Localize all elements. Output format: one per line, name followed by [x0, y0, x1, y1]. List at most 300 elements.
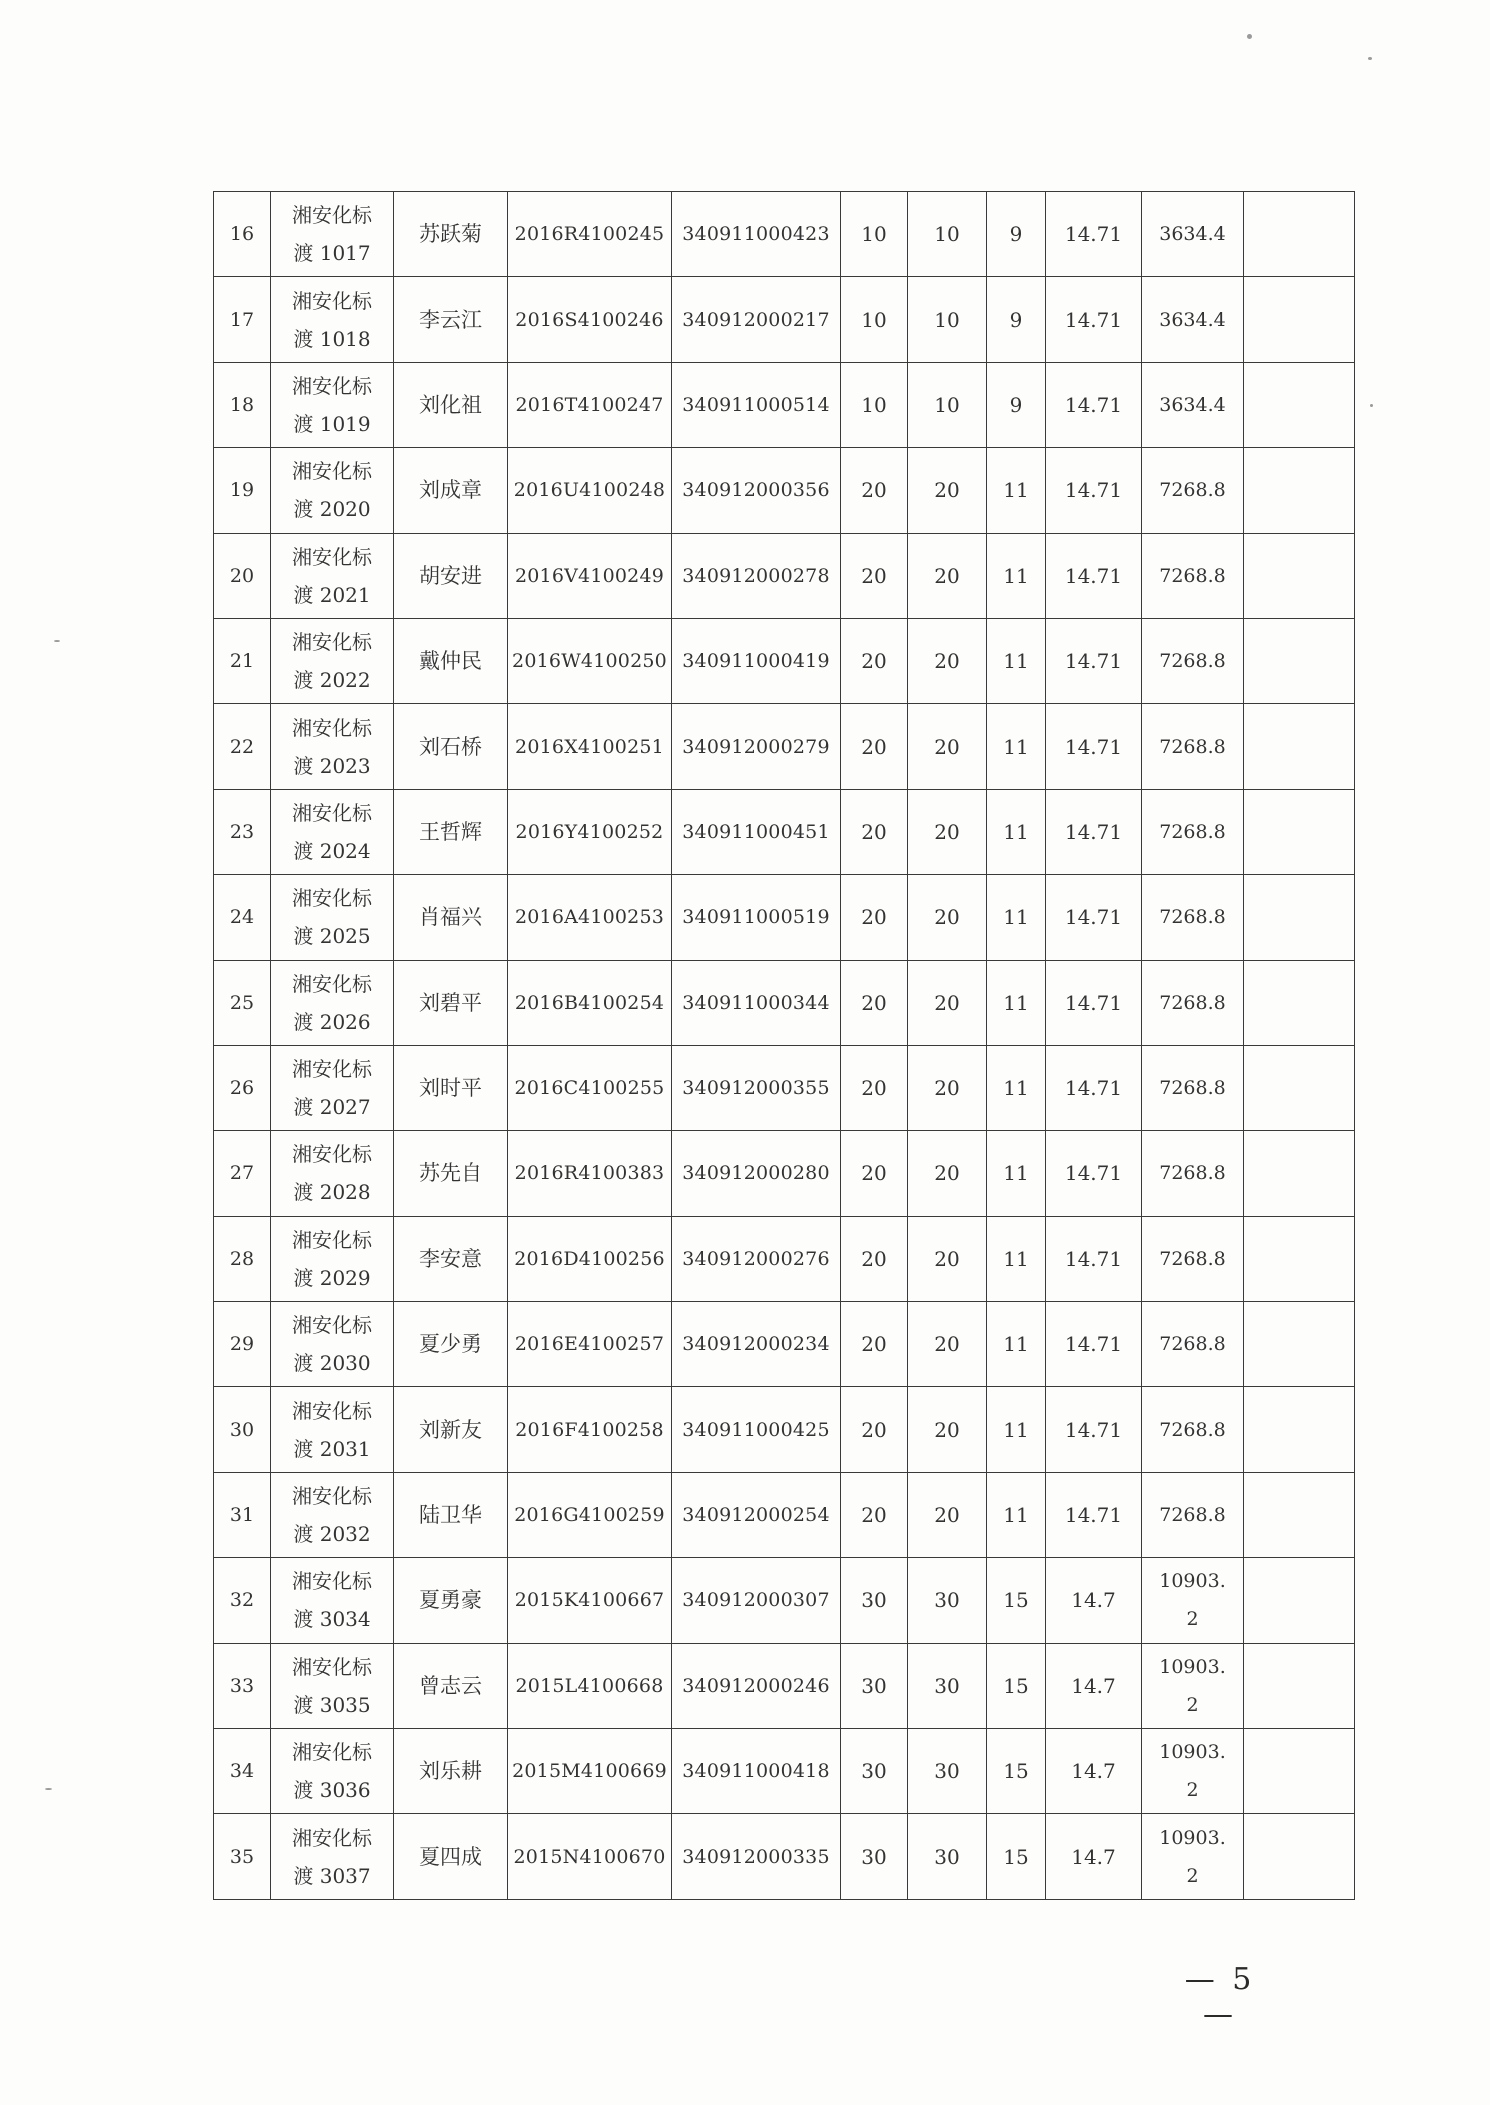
- amount-line1: 7268.8: [1159, 991, 1226, 1014]
- cell-boat-name: [271, 1045, 394, 1130]
- cell-power: 11: [987, 1302, 1046, 1387]
- amount-line1: 3634.4: [1159, 393, 1226, 416]
- cell-seq: 26: [214, 1045, 271, 1130]
- cell-note: [1244, 875, 1355, 960]
- cell-boat-name: [271, 1131, 394, 1216]
- cell-owner: 夏四成: [394, 1814, 508, 1899]
- scan-speck: [45, 1788, 52, 1790]
- cell-owner: 李安意: [394, 1216, 508, 1301]
- table-row: [214, 1216, 1355, 1301]
- cell-seats: 20: [908, 789, 987, 874]
- cell-amount: [1142, 362, 1244, 447]
- cell-seats: 20: [908, 1131, 987, 1216]
- table-row: [214, 704, 1355, 789]
- cell-registration-no: 2016S4100246: [508, 277, 672, 362]
- cell-seq: 23: [214, 789, 271, 874]
- table-row: [214, 448, 1355, 533]
- cell-seq: 35: [214, 1814, 271, 1899]
- cell-seq: 17: [214, 277, 271, 362]
- boat-name-line1: 湘安化标: [292, 1142, 372, 1167]
- cell-owner: 王哲辉: [394, 789, 508, 874]
- cell-amount: [1142, 789, 1244, 874]
- boat-name-line1: 湘安化标: [292, 1398, 372, 1423]
- cell-note: [1244, 1131, 1355, 1216]
- cell-capacity: 20: [841, 1216, 908, 1301]
- cell-seats: 30: [908, 1814, 987, 1899]
- cell-power: 11: [987, 1045, 1046, 1130]
- amount-line1: 7268.8: [1159, 735, 1226, 758]
- boat-name-line1: 湘安化标: [292, 1654, 372, 1679]
- cell-power: 15: [987, 1729, 1046, 1814]
- cell-registration-no: 2016F4100258: [508, 1387, 672, 1472]
- boat-name-line2: 渡 2027: [293, 1095, 371, 1120]
- cell-note: [1244, 1814, 1355, 1899]
- cell-boat-name: [271, 277, 394, 362]
- cell-rate: 14.71: [1046, 960, 1142, 1045]
- cell-amount: [1142, 618, 1244, 703]
- scan-speck: [1368, 57, 1372, 60]
- cell-note: [1244, 1302, 1355, 1387]
- cell-owner: 李云江: [394, 277, 508, 362]
- table-row: [214, 192, 1355, 277]
- table-row: [214, 362, 1355, 447]
- amount-line1: 7268.8: [1159, 1162, 1226, 1185]
- cell-amount: [1142, 1045, 1244, 1130]
- boat-name-line2: 渡 3036: [293, 1778, 371, 1803]
- cell-note: [1244, 1387, 1355, 1472]
- cell-amount: [1142, 192, 1244, 277]
- cell-boat-name: [271, 1729, 394, 1814]
- cell-amount: [1142, 1814, 1244, 1899]
- boat-name-line2: 渡 2022: [293, 668, 371, 693]
- boat-name-line1: 湘安化标: [292, 715, 372, 740]
- table-row: [214, 277, 1355, 362]
- cell-rate: 14.71: [1046, 1387, 1142, 1472]
- cell-capacity: 30: [841, 1814, 908, 1899]
- cell-note: [1244, 618, 1355, 703]
- cell-seats: 20: [908, 533, 987, 618]
- cell-amount: [1142, 448, 1244, 533]
- cell-seats: 20: [908, 1302, 987, 1387]
- cell-rate: 14.7: [1046, 1558, 1142, 1643]
- cell-amount: [1142, 1216, 1244, 1301]
- cell-amount: [1142, 1558, 1244, 1643]
- cell-power: 11: [987, 789, 1046, 874]
- cell-id-code: 340911000514: [672, 362, 841, 447]
- cell-amount: [1142, 277, 1244, 362]
- boat-name-line2: 渡 2020: [293, 497, 371, 522]
- boat-name-line2: 渡 2029: [293, 1265, 371, 1290]
- cell-owner: 刘时平: [394, 1045, 508, 1130]
- cell-rate: 14.7: [1046, 1814, 1142, 1899]
- cell-rate: 14.71: [1046, 704, 1142, 789]
- cell-amount: [1142, 1387, 1244, 1472]
- boat-name-line1: 湘安化标: [292, 1569, 372, 1594]
- cell-id-code: 340912000246: [672, 1643, 841, 1728]
- amount-line1: 7268.8: [1159, 650, 1226, 673]
- cell-id-code: 340911000423: [672, 192, 841, 277]
- cell-owner: 夏勇豪: [394, 1558, 508, 1643]
- cell-capacity: 20: [841, 875, 908, 960]
- cell-registration-no: 2016U4100248: [508, 448, 672, 533]
- cell-note: [1244, 362, 1355, 447]
- table-row: [214, 1387, 1355, 1472]
- scan-speck: [1370, 404, 1373, 407]
- boat-name-line1: 湘安化标: [292, 373, 372, 398]
- boat-name-line1: 湘安化标: [292, 544, 372, 569]
- cell-seq: 16: [214, 192, 271, 277]
- table-row: [214, 1131, 1355, 1216]
- cell-seq: 28: [214, 1216, 271, 1301]
- cell-rate: 14.71: [1046, 1045, 1142, 1130]
- amount-line1: 7268.8: [1159, 820, 1226, 843]
- amount-line1: 3634.4: [1159, 223, 1226, 246]
- cell-registration-no: 2016Y4100252: [508, 789, 672, 874]
- cell-seq: 34: [214, 1729, 271, 1814]
- amount-line2: 2: [1186, 1779, 1199, 1802]
- cell-boat-name: [271, 789, 394, 874]
- boat-name-line1: 湘安化标: [292, 971, 372, 996]
- boat-name-line1: 湘安化标: [292, 288, 372, 313]
- boat-name-line1: 湘安化标: [292, 1484, 372, 1509]
- cell-note: [1244, 277, 1355, 362]
- cell-registration-no: 2016D4100256: [508, 1216, 672, 1301]
- cell-owner: 曾志云: [394, 1643, 508, 1728]
- cell-capacity: 20: [841, 1131, 908, 1216]
- boat-name-line2: 渡 3037: [293, 1863, 371, 1888]
- cell-amount: [1142, 1472, 1244, 1557]
- cell-rate: 14.71: [1046, 192, 1142, 277]
- cell-seats: 20: [908, 1472, 987, 1557]
- cell-boat-name: [271, 192, 394, 277]
- cell-owner: 胡安进: [394, 533, 508, 618]
- cell-power: 11: [987, 1387, 1046, 1472]
- cell-registration-no: 2016C4100255: [508, 1045, 672, 1130]
- cell-boat-name: [271, 875, 394, 960]
- cell-id-code: 340911000425: [672, 1387, 841, 1472]
- cell-note: [1244, 1643, 1355, 1728]
- boat-name-line1: 湘安化标: [292, 1227, 372, 1252]
- cell-amount: [1142, 1643, 1244, 1728]
- cell-amount: [1142, 875, 1244, 960]
- boat-name-line2: 渡 2021: [293, 582, 371, 607]
- boat-name-line1: 湘安化标: [292, 800, 372, 825]
- boat-name-line2: 渡 2030: [293, 1351, 371, 1376]
- cell-power: 15: [987, 1643, 1046, 1728]
- cell-note: [1244, 1729, 1355, 1814]
- amount-line1: 7268.8: [1159, 564, 1226, 587]
- table-row: [214, 1045, 1355, 1130]
- cell-boat-name: [271, 362, 394, 447]
- cell-amount: [1142, 704, 1244, 789]
- cell-power: 11: [987, 875, 1046, 960]
- cell-seq: 19: [214, 448, 271, 533]
- cell-rate: 14.71: [1046, 1216, 1142, 1301]
- cell-id-code: 340911000519: [672, 875, 841, 960]
- cell-note: [1244, 1216, 1355, 1301]
- amount-line2: 2: [1186, 1864, 1199, 1887]
- cell-capacity: 20: [841, 789, 908, 874]
- cell-capacity: 20: [841, 1387, 908, 1472]
- amount-line1: 7268.8: [1159, 1333, 1226, 1356]
- cell-id-code: 340912000307: [672, 1558, 841, 1643]
- amount-line1: 10903.: [1159, 1826, 1226, 1849]
- cell-seq: 18: [214, 362, 271, 447]
- cell-amount: [1142, 1729, 1244, 1814]
- boat-name-line1: 湘安化标: [292, 1313, 372, 1338]
- cell-power: 11: [987, 618, 1046, 703]
- cell-seq: 21: [214, 618, 271, 703]
- cell-id-code: 340911000451: [672, 789, 841, 874]
- cell-capacity: 30: [841, 1643, 908, 1728]
- cell-id-code: 340911000419: [672, 618, 841, 703]
- cell-seats: 20: [908, 1216, 987, 1301]
- cell-registration-no: 2016V4100249: [508, 533, 672, 618]
- cell-id-code: 340912000356: [672, 448, 841, 533]
- cell-capacity: 30: [841, 1729, 908, 1814]
- table-row: [214, 875, 1355, 960]
- boat-name-line1: 湘安化标: [292, 886, 372, 911]
- cell-seats: 10: [908, 192, 987, 277]
- boat-name-line2: 渡 2024: [293, 838, 371, 863]
- boat-name-line2: 渡 1018: [293, 326, 371, 351]
- amount-line1: 7268.8: [1159, 479, 1226, 502]
- cell-seq: 20: [214, 533, 271, 618]
- cell-seats: 20: [908, 1045, 987, 1130]
- boat-name-line2: 渡 2028: [293, 1180, 371, 1205]
- cell-boat-name: [271, 533, 394, 618]
- boat-name-line1: 湘安化标: [292, 1825, 372, 1850]
- cell-capacity: 20: [841, 960, 908, 1045]
- cell-amount: [1142, 1131, 1244, 1216]
- cell-seats: 20: [908, 960, 987, 1045]
- amount-line1: 10903.: [1159, 1741, 1226, 1764]
- cell-boat-name: [271, 1643, 394, 1728]
- boat-name-line2: 渡 2032: [293, 1522, 371, 1547]
- cell-registration-no: 2015M4100669: [508, 1729, 672, 1814]
- cell-owner: 刘石桥: [394, 704, 508, 789]
- cell-rate: 14.71: [1046, 1302, 1142, 1387]
- cell-id-code: 340912000280: [672, 1131, 841, 1216]
- cell-seq: 27: [214, 1131, 271, 1216]
- cell-id-code: 340912000217: [672, 277, 841, 362]
- cell-seats: 20: [908, 875, 987, 960]
- boat-name-line1: 湘安化标: [292, 459, 372, 484]
- cell-id-code: 340912000335: [672, 1814, 841, 1899]
- cell-owner: 陆卫华: [394, 1472, 508, 1557]
- cell-note: [1244, 1472, 1355, 1557]
- cell-owner: 刘碧平: [394, 960, 508, 1045]
- amount-line1: 10903.: [1159, 1655, 1226, 1678]
- cell-registration-no: 2016B4100254: [508, 960, 672, 1045]
- table-row: [214, 1729, 1355, 1814]
- page-number: — 5 —: [1184, 1962, 1256, 2032]
- cell-id-code: 340912000254: [672, 1472, 841, 1557]
- cell-owner: 刘新友: [394, 1387, 508, 1472]
- cell-capacity: 20: [841, 1472, 908, 1557]
- cell-id-code: 340912000278: [672, 533, 841, 618]
- cell-note: [1244, 960, 1355, 1045]
- cell-registration-no: 2016W4100250: [508, 618, 672, 703]
- cell-owner: 刘成章: [394, 448, 508, 533]
- cell-power: 11: [987, 448, 1046, 533]
- table-row: [214, 1558, 1355, 1643]
- cell-power: 15: [987, 1558, 1046, 1643]
- scan-speck: [54, 640, 60, 642]
- cell-power: 11: [987, 704, 1046, 789]
- cell-seats: 10: [908, 362, 987, 447]
- cell-power: 11: [987, 1131, 1046, 1216]
- cell-id-code: 340912000355: [672, 1045, 841, 1130]
- amount-line1: 10903.: [1159, 1570, 1226, 1593]
- cell-seats: 30: [908, 1558, 987, 1643]
- amount-line2: 2: [1186, 1693, 1199, 1716]
- table-row: [214, 1643, 1355, 1728]
- scan-speck: [1247, 34, 1252, 39]
- cell-owner: 刘乐耕: [394, 1729, 508, 1814]
- cell-seats: 20: [908, 704, 987, 789]
- boat-name-line2: 渡 2023: [293, 753, 371, 778]
- table-row: [214, 1472, 1355, 1557]
- cell-boat-name: [271, 1302, 394, 1387]
- cell-power: 11: [987, 960, 1046, 1045]
- cell-capacity: 20: [841, 448, 908, 533]
- amount-line1: 7268.8: [1159, 1504, 1226, 1527]
- boat-name-line2: 渡 2026: [293, 1009, 371, 1034]
- boat-name-line1: 湘安化标: [292, 203, 372, 228]
- cell-boat-name: [271, 1472, 394, 1557]
- boat-name-line1: 湘安化标: [292, 630, 372, 655]
- cell-seq: 24: [214, 875, 271, 960]
- cell-amount: [1142, 533, 1244, 618]
- cell-rate: 14.71: [1046, 362, 1142, 447]
- cell-power: 15: [987, 1814, 1046, 1899]
- cell-rate: 14.71: [1046, 789, 1142, 874]
- boat-name-line1: 湘安化标: [292, 1057, 372, 1082]
- cell-note: [1244, 1558, 1355, 1643]
- cell-owner: 戴仲民: [394, 618, 508, 703]
- cell-id-code: 340912000276: [672, 1216, 841, 1301]
- boat-name-line2: 渡 1017: [293, 241, 371, 266]
- cell-registration-no: 2015K4100667: [508, 1558, 672, 1643]
- cell-seq: 22: [214, 704, 271, 789]
- cell-seats: 20: [908, 618, 987, 703]
- cell-registration-no: 2016G4100259: [508, 1472, 672, 1557]
- cell-id-code: 340912000234: [672, 1302, 841, 1387]
- amount-line1: 3634.4: [1159, 308, 1226, 331]
- boat-name-line1: 湘安化标: [292, 1740, 372, 1765]
- cell-registration-no: 2015N4100670: [508, 1814, 672, 1899]
- table-body: [214, 192, 1355, 1900]
- cell-boat-name: [271, 618, 394, 703]
- cell-amount: [1142, 960, 1244, 1045]
- cell-registration-no: 2016T4100247: [508, 362, 672, 447]
- table-row: [214, 533, 1355, 618]
- amount-line1: 7268.8: [1159, 1247, 1226, 1270]
- cell-rate: 14.71: [1046, 448, 1142, 533]
- cell-note: [1244, 448, 1355, 533]
- amount-line1: 7268.8: [1159, 906, 1226, 929]
- cell-seq: 32: [214, 1558, 271, 1643]
- cell-boat-name: [271, 704, 394, 789]
- cell-capacity: 20: [841, 618, 908, 703]
- cell-seats: 30: [908, 1729, 987, 1814]
- amount-line1: 7268.8: [1159, 1418, 1226, 1441]
- cell-boat-name: [271, 448, 394, 533]
- cell-capacity: 30: [841, 1558, 908, 1643]
- cell-power: 9: [987, 277, 1046, 362]
- cell-owner: 苏先自: [394, 1131, 508, 1216]
- cell-owner: 夏少勇: [394, 1302, 508, 1387]
- cell-rate: 14.7: [1046, 1643, 1142, 1728]
- cell-registration-no: 2016R4100245: [508, 192, 672, 277]
- cell-note: [1244, 192, 1355, 277]
- cell-id-code: 340911000344: [672, 960, 841, 1045]
- cell-seats: 20: [908, 448, 987, 533]
- cell-seats: 30: [908, 1643, 987, 1728]
- cell-registration-no: 2016A4100253: [508, 875, 672, 960]
- cell-power: 11: [987, 1216, 1046, 1301]
- cell-seq: 33: [214, 1643, 271, 1728]
- cell-capacity: 10: [841, 277, 908, 362]
- cell-seq: 31: [214, 1472, 271, 1557]
- cell-owner: 苏跃菊: [394, 192, 508, 277]
- cell-capacity: 10: [841, 192, 908, 277]
- cell-owner: 肖福兴: [394, 875, 508, 960]
- cell-seats: 20: [908, 1387, 987, 1472]
- cell-registration-no: 2016E4100257: [508, 1302, 672, 1387]
- boat-name-line2: 渡 2031: [293, 1436, 371, 1461]
- boat-name-line2: 渡 2025: [293, 924, 371, 949]
- cell-id-code: 340911000418: [672, 1729, 841, 1814]
- cell-rate: 14.71: [1046, 1131, 1142, 1216]
- cell-seq: 25: [214, 960, 271, 1045]
- boat-name-line2: 渡 3034: [293, 1607, 371, 1632]
- table-row: [214, 1814, 1355, 1899]
- cell-boat-name: [271, 1814, 394, 1899]
- table-row: [214, 960, 1355, 1045]
- cell-rate: 14.71: [1046, 533, 1142, 618]
- cell-rate: 14.71: [1046, 875, 1142, 960]
- cell-note: [1244, 789, 1355, 874]
- cell-registration-no: 2015L4100668: [508, 1643, 672, 1728]
- cell-capacity: 10: [841, 362, 908, 447]
- cell-capacity: 20: [841, 533, 908, 618]
- amount-line2: 2: [1186, 1608, 1199, 1631]
- cell-boat-name: [271, 1216, 394, 1301]
- cell-amount: [1142, 1302, 1244, 1387]
- cell-owner: 刘化祖: [394, 362, 508, 447]
- cell-capacity: 20: [841, 704, 908, 789]
- cell-registration-no: 2016R4100383: [508, 1131, 672, 1216]
- cell-power: 9: [987, 362, 1046, 447]
- cell-note: [1244, 533, 1355, 618]
- cell-boat-name: [271, 960, 394, 1045]
- cell-id-code: 340912000279: [672, 704, 841, 789]
- cell-power: 11: [987, 533, 1046, 618]
- table-row: [214, 1302, 1355, 1387]
- cell-note: [1244, 704, 1355, 789]
- cell-boat-name: [271, 1387, 394, 1472]
- cell-rate: 14.71: [1046, 618, 1142, 703]
- cell-rate: 14.71: [1046, 277, 1142, 362]
- cell-note: [1244, 1045, 1355, 1130]
- cell-rate: 14.71: [1046, 1472, 1142, 1557]
- boat-name-line2: 渡 3035: [293, 1692, 371, 1717]
- boat-name-line2: 渡 1019: [293, 411, 371, 436]
- cell-capacity: 20: [841, 1045, 908, 1130]
- cell-power: 11: [987, 1472, 1046, 1557]
